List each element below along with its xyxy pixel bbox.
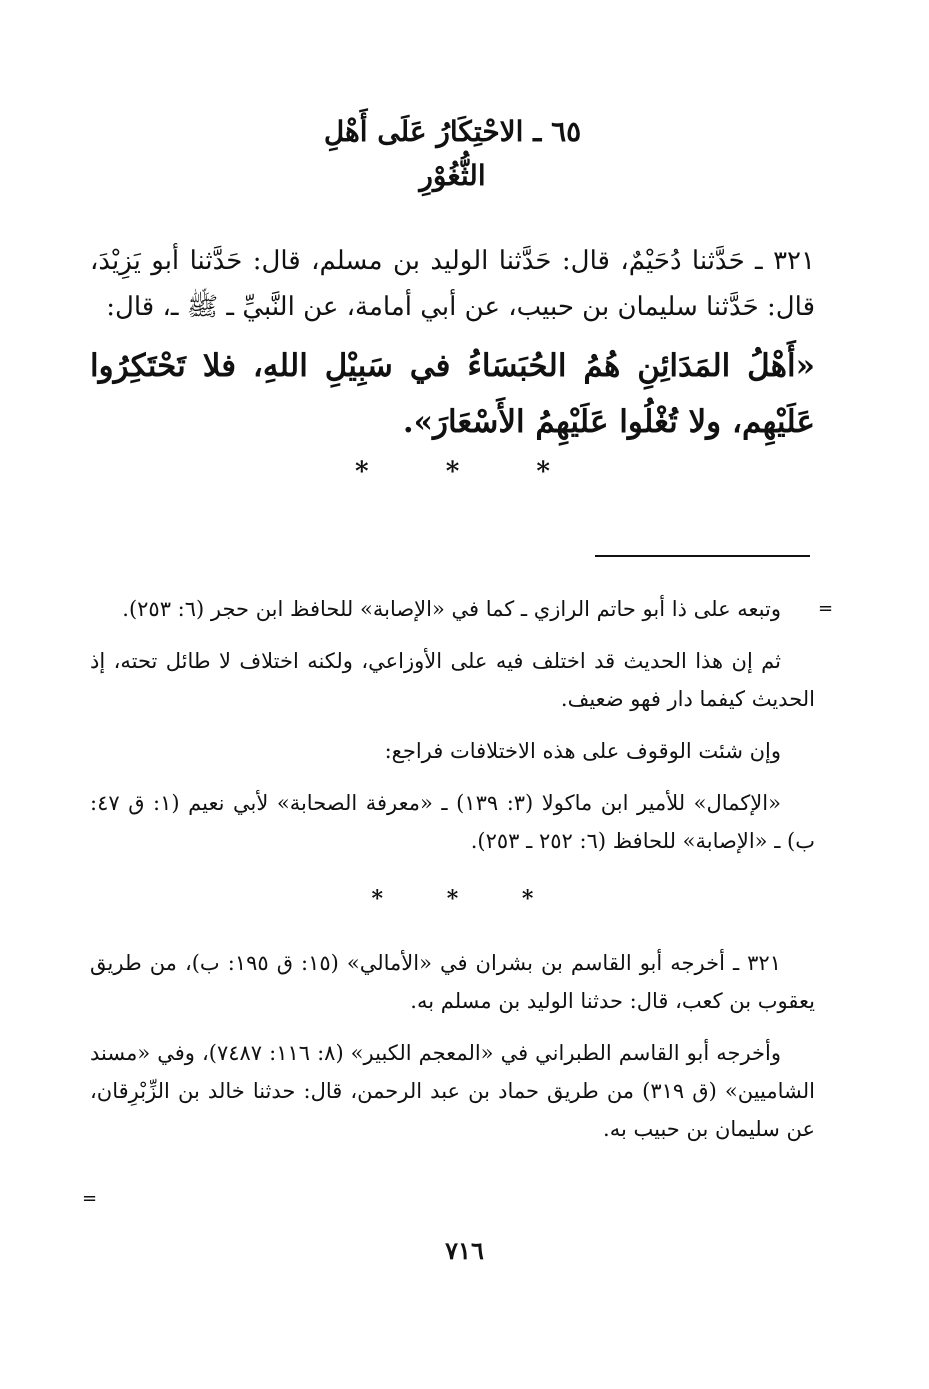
chapter-title [90,110,815,198]
footnote-end-mark: = [82,1188,98,1209]
page-number: ٧١٦ [445,1236,484,1265]
footnote-divider [595,555,810,557]
hadith-isnad: ٣٢١ ـ حَدَّثنا دُحَيْمٌ، قال: حَدَّثنا الوليد بن مسلم، قال: حَدَّثنا أبو يَزِيْدَ، قال: حَدَّثنا سليمان بن حبيب، عن أبي أمامة، عن النَّبيِّ ـ ﷺ ـ، قال: [90,246,815,322]
footnotes [90,590,815,1162]
takhrij-paragraph: وأخرجه أبو القاسم الطبراني في «المعجم الكبير» (٨: ١١٦: ٧٤٨٧)، وفي «مسند الشاميين» (ق ٣١٩) من طريق حماد بن عبد الرحمن، قال: حدثنا خالد بن الزِّبْرِقان، عن سليمان بن حبيب به. [90,1041,815,1141]
hadith-matn: «أَهْلُ المَدَائِنِ هُمُ الحُبَسَاءُ في سَبِيْلِ اللهِ، فلا تَحْتَكِرُوا عَلَيْهِم، ولا تُغْلُوا عَلَيْهِمُ الأَسْعَارَ». [90,348,815,440]
section-separator-stars [90,454,815,490]
star-separator: * [536,457,550,487]
main-content [90,110,815,490]
star-separator: * [446,886,459,912]
footnote-paragraph: وتبعه على ذا أبو حاتم الرازي ـ كما في «الإصابة» للحافظ ابن حجر (٦: ٢٥٣). [122,597,781,621]
footnote-continuation-mark: = [818,598,834,619]
footnote-paragraph: «الإكمال» للأمير ابن ماكولا (٣: ١٣٩) ـ «معرفة الصحابة» لأبي نعيم (١: ق ٤٧: ب) ـ «الإصابة» للحافظ (٦: ٢٥٢ ـ ٢٥٣). [90,791,815,853]
star-separator: * [371,886,384,912]
footnote-paragraph: وإن شئت الوقوف على هذه الاختلافات فراجع: [384,739,781,763]
footnote-separator-stars [90,880,815,918]
footnote-paragraph: ثم إن هذا الحديث قد اختلف فيه على الأوزاعي، ولكنه اختلاف لا طائل تحته، إذ الحديث كيفما دار فهو ضعيف. [90,649,815,711]
star-separator: * [521,886,534,912]
chapter-title-line-2: الثُّغُوْرِ [419,159,486,192]
star-separator: * [445,457,460,487]
takhrij-paragraph: ٣٢١ ـ أخرجه أبو القاسم بن بشران في «الأمالي» (١٥: ق ١٩٥: ب)، من طريق يعقوب بن كعب، قال: حدثنا الوليد بن مسلم به. [90,951,815,1013]
chapter-title-line-1: ٦٥ ـ الاحْتِكَارُ عَلَى أَهْلِ [323,115,582,148]
star-separator: * [355,457,369,487]
